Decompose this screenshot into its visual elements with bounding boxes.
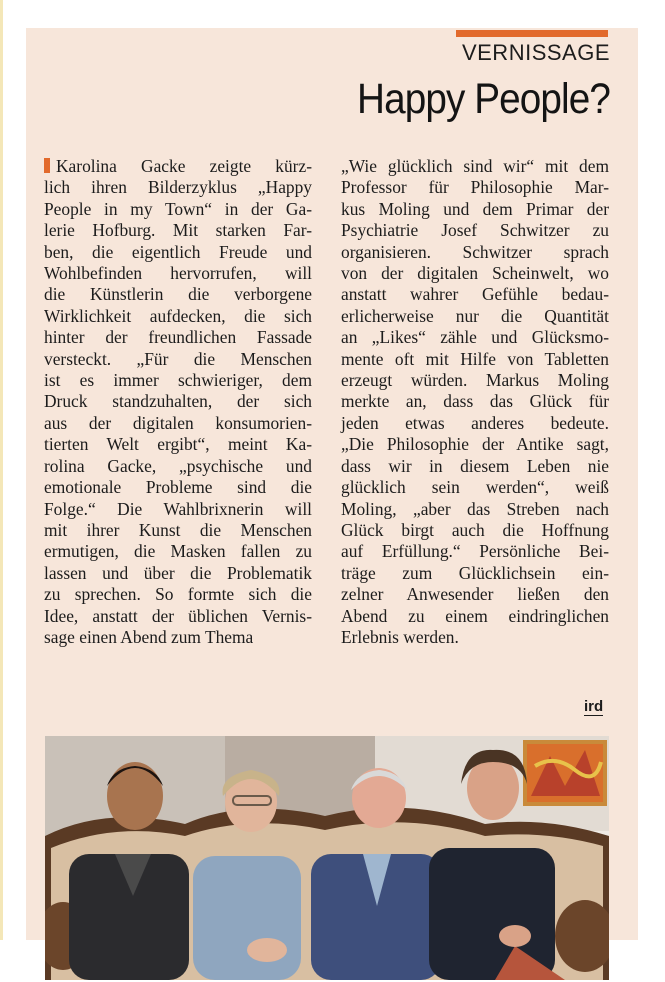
section-kicker: VERNISSAGE xyxy=(461,40,610,65)
text-line xyxy=(44,242,312,263)
text-line xyxy=(44,563,312,584)
text-line xyxy=(341,220,609,241)
paragraph-marker xyxy=(44,158,50,173)
text-line-content: Psychiatrie Josef Schwitzer zu xyxy=(341,220,609,241)
text-line-content: erzeugt würden. Markus Moling xyxy=(341,370,609,391)
text-line xyxy=(44,499,312,520)
article-column-left xyxy=(44,156,312,648)
text-line-content: People in my Town“ in der Ga- xyxy=(44,198,312,219)
text-line-content: lich ihren Bilderzyklus „Happy xyxy=(44,177,312,198)
text-line xyxy=(44,306,312,327)
text-line xyxy=(341,541,609,562)
text-line-content: versteckt. „Für die Menschen xyxy=(44,348,312,369)
text-line-content: emotionale Probleme sind die xyxy=(44,477,312,498)
text-line xyxy=(341,327,609,348)
text-line-content: jeden etwas anderes bedeute. xyxy=(341,412,609,433)
text-line-content: Moling, „aber das Streben nach xyxy=(341,498,609,519)
author-byline: ird xyxy=(584,698,604,715)
text-line-content: dass wir in diesem Leben nie xyxy=(341,455,609,476)
text-line xyxy=(44,477,312,498)
text-line xyxy=(44,327,312,348)
text-line xyxy=(44,177,312,198)
text-line-content: von der digitalen Scheinwelt, wo xyxy=(341,263,609,284)
text-line-content: tierten Welt ergibt“, meint Ka- xyxy=(44,434,312,455)
text-line xyxy=(44,434,312,455)
text-line-content: „Wie glücklich sind wir“ mit dem xyxy=(341,156,609,176)
text-line-content: aus der digitalen konsumorien- xyxy=(44,412,312,433)
text-line xyxy=(341,477,609,498)
text-line xyxy=(341,520,609,541)
article-column-right xyxy=(341,156,609,648)
text-line xyxy=(44,284,312,305)
text-line xyxy=(341,499,609,520)
article-headline: Happy People? xyxy=(357,75,610,123)
text-line-content: ermutigen, die Masken fallen zu xyxy=(44,541,312,562)
text-line-content: lassen und über die Problematik xyxy=(44,562,312,583)
text-line xyxy=(341,627,609,648)
text-line-content: mit ihrer Kunst die Menschen xyxy=(44,519,312,540)
text-line xyxy=(341,370,609,391)
text-line-content: Idee, anstatt der üblichen Vernis- xyxy=(44,605,312,626)
text-line xyxy=(44,627,312,648)
text-line xyxy=(44,391,312,412)
text-line xyxy=(341,434,609,455)
text-line xyxy=(44,199,312,220)
text-line xyxy=(44,520,312,541)
kicker-accent-bar xyxy=(456,30,608,37)
text-line-content: an „Likes“ zähle und Glücksmo- xyxy=(341,327,609,348)
text-line-content: träge zum Glücklichsein ein- xyxy=(341,562,609,583)
text-line-content: zelner Anwesender ließen den xyxy=(341,584,609,605)
text-line xyxy=(44,413,312,434)
text-line xyxy=(341,391,609,412)
text-line-content: Glück birgt auch die Hoffnung xyxy=(341,519,609,540)
text-line xyxy=(44,456,312,477)
text-line-content: auf Erfüllung.“ Persönliche Bei- xyxy=(341,541,609,562)
text-line-content: Erlebnis werden. xyxy=(341,626,459,647)
text-line xyxy=(341,563,609,584)
text-line xyxy=(341,413,609,434)
text-line-content: Wirklichkeit aufdecken, die sich xyxy=(44,305,312,326)
text-line xyxy=(341,349,609,370)
text-line xyxy=(44,370,312,391)
text-line-content: lerie Hofburg. Mit starken Far- xyxy=(44,220,312,241)
text-line xyxy=(341,584,609,605)
text-line xyxy=(341,242,609,263)
text-line-content: die Künstlerin die verborgene xyxy=(44,284,312,305)
text-line-content: „Die Philosophie der Antike sagt, xyxy=(341,434,609,455)
text-line-content: Druck standzuhalten, der sich xyxy=(44,391,312,412)
text-line-content: erlicherweise nur die Quantität xyxy=(341,305,609,326)
text-line xyxy=(341,306,609,327)
text-line-content: organisieren. Schwitzer sprach xyxy=(341,241,609,262)
text-line xyxy=(44,156,312,177)
page-edge xyxy=(0,0,3,982)
text-line xyxy=(341,177,609,198)
text-line-content: rolina Gacke, „psychische und xyxy=(44,455,312,476)
text-line xyxy=(44,584,312,605)
text-line xyxy=(341,263,609,284)
text-line xyxy=(44,349,312,370)
text-line xyxy=(341,456,609,477)
text-line-content: glücklich sein werden“, weiß xyxy=(341,477,609,498)
text-line xyxy=(44,606,312,627)
text-line xyxy=(341,284,609,305)
text-line xyxy=(341,606,609,627)
text-line xyxy=(44,263,312,284)
text-line xyxy=(341,156,609,177)
text-line-content: sage einen Abend zum Thema xyxy=(44,626,254,647)
text-line-content: ist es immer schwieriger, dem xyxy=(44,370,312,391)
text-line-content: kus Moling und dem Primar der xyxy=(341,198,609,219)
text-line-content: Karolina Gacke zeigte kürz- xyxy=(56,156,312,176)
text-line-content: merkte an, dass das Glück für xyxy=(341,391,609,412)
text-line-content: mente oft mit Hilfe von Tabletten xyxy=(341,348,609,369)
event-photo xyxy=(45,736,609,980)
text-line xyxy=(44,541,312,562)
text-line-content: Folge.“ Die Wahlbrixnerin will xyxy=(44,498,312,519)
text-line xyxy=(44,220,312,241)
text-line-content: Professor für Philosophie Mar- xyxy=(341,177,609,198)
text-line xyxy=(341,199,609,220)
text-line-content: hinter der freundlichen Fassade xyxy=(44,327,312,348)
text-line-content: ben, die eigentlich Freude und xyxy=(44,241,312,262)
text-line-content: Wohlbefinden hervorrufen, will xyxy=(44,263,312,284)
text-line-content: anstatt wahrer Gefühle bedau- xyxy=(341,284,609,305)
text-line-content: zu sprechen. So formte sich die xyxy=(44,584,312,605)
text-line-content: Abend zu einem eindringlichen xyxy=(341,605,609,626)
